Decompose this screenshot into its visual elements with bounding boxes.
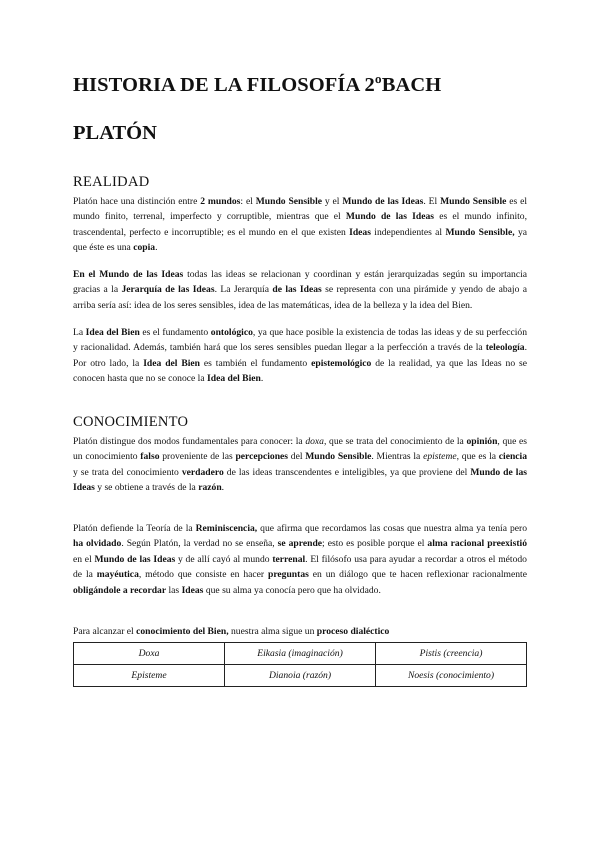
table-cell: Doxa bbox=[74, 643, 225, 665]
realidad-paragraph-3: La Idea del Bien es el fundamento ontológico, ya que hace posible la existencia de todas las ideas y de su perfección y racionalidad. Además, también hará que los seres sensibles puedan llegar a la perfección a través de la teleología. Por otro lado, la Idea del Bien es también el fundamento epistemológico de la realidad, ya que las Ideas no se conocen hasta que no se conoce la Idea del Bien. bbox=[73, 327, 527, 385]
table-cell: Eikasia (imaginación) bbox=[225, 643, 376, 665]
document-title: HISTORIA DE LA FILOSOFÍA 2ºBACH bbox=[73, 74, 442, 96]
section-heading-conocimiento: CONOCIMIENTO bbox=[73, 414, 189, 430]
conocimiento-paragraph-3: Para alcanzar el conocimiento del Bien, nuestra alma sigue un proceso dialéctico bbox=[73, 626, 390, 637]
document-subtitle: PLATÓN bbox=[73, 122, 157, 144]
section-heading-realidad: REALIDAD bbox=[73, 174, 150, 190]
realidad-paragraph-1: Platón hace una distinción entre 2 mundos: el Mundo Sensible y el Mundo de las Ideas. El Mundo Sensible es el mundo finito, terrenal, imperfecto y corruptible, mientras que el Mundo de las Ideas es el mundo infinito, trascendental, perfecto e incorruptible; es el mundo en el que existen Ideas independientes al Mundo Sensible, ya que éste es una copia. bbox=[73, 196, 528, 254]
table-cell: Dianoia (razón) bbox=[225, 665, 376, 687]
table-row bbox=[74, 643, 527, 665]
conocimiento-paragraph-1: Platón distingue dos modos fundamentales para conocer: la doxa, que se trata del conocimiento de la opinión, que es un conocimiento falso proveniente de las percepciones del Mundo Sensible. Mientras la episteme, que es la ciencia y se trata del conocimiento verdadero de las ideas transcendentes e inteligibles, ya que proviene del Mundo de las Ideas y se obtiene a través de la razón. bbox=[73, 436, 528, 494]
knowledge-grades-table bbox=[73, 642, 527, 687]
table-row bbox=[74, 665, 527, 687]
table-cell: Episteme bbox=[74, 665, 225, 687]
table-cell: Pistis (creencia) bbox=[376, 643, 527, 665]
table-cell: Noesis (conocimiento) bbox=[376, 665, 527, 687]
conocimiento-paragraph-2: Platón defiende la Teoría de la Reminiscencia, que afirma que recordamos las cosas que nuestra alma ya tenía pero ha olvidado. Según Platón, la verdad no se enseña, se aprende; esto es posible porque el alma racional preexistió en el Mundo de las Ideas y de allí cayó al mundo terrenal. El filósofo usa para ayudar a recordar a otros el método de la mayéutica, método que consiste en hacer preguntas en un diálogo que te hacen reflexionar racionalmente obligándole a recordar las Ideas que su alma ya conocía pero que ha olvidado. bbox=[73, 523, 528, 596]
realidad-paragraph-2: En el Mundo de las Ideas todas las ideas se relacionan y coordinan y están jerarquizadas según su importancia gracias a la Jerarquía de las Ideas. La Jerarquía de las Ideas se representa con una pirámide y yendo de abajo a arriba sería así: idea de los seres sensibles, idea de las matemáticas, idea de la belleza y la idea del Bien. bbox=[73, 269, 528, 311]
